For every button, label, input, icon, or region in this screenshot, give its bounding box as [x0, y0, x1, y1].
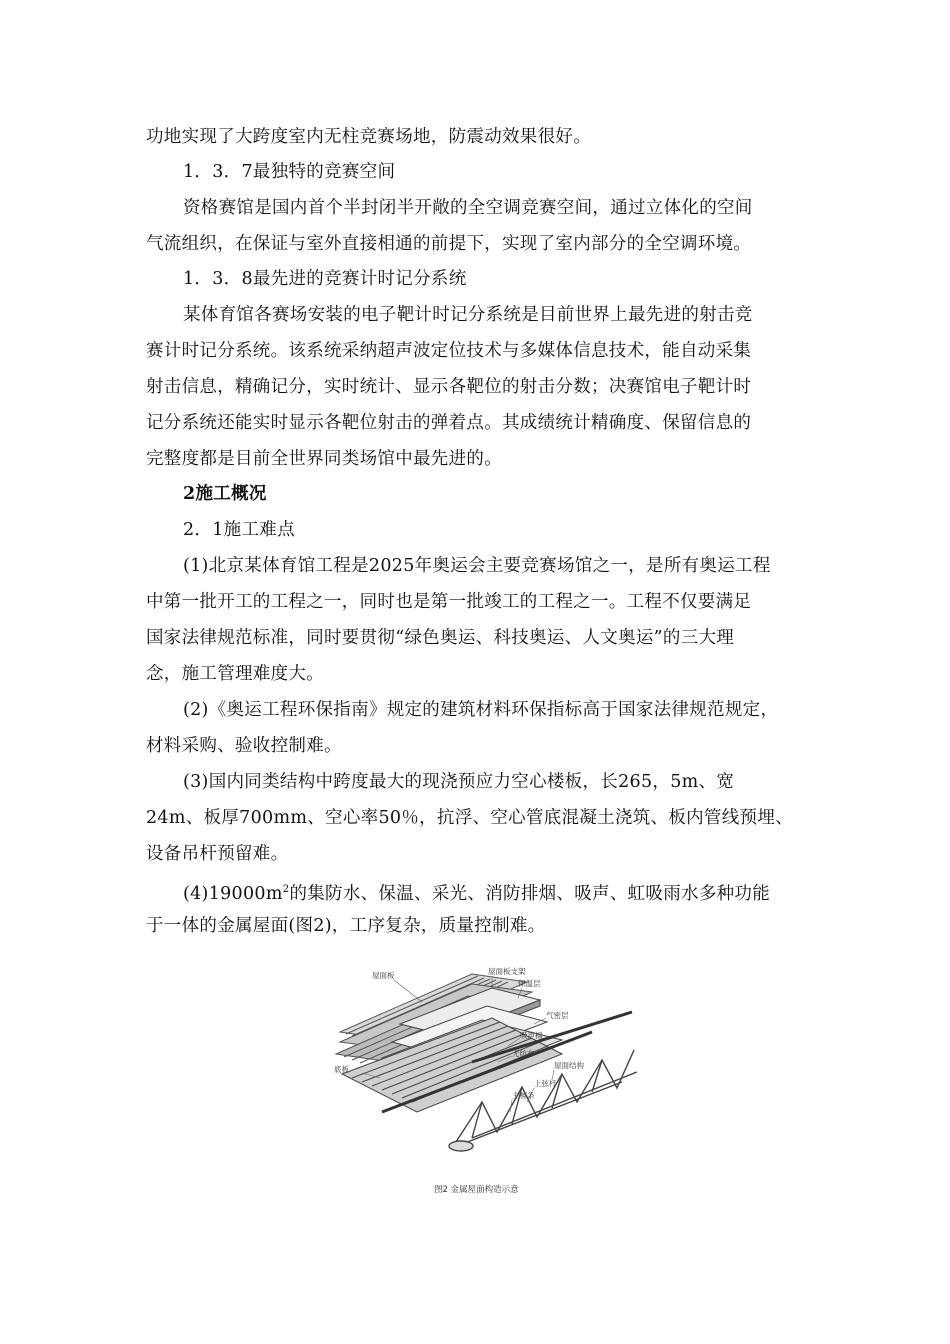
paragraph-line: 某体育馆各赛场安装的电子靶计时记分系统是目前世界上最先进的射击竞 — [183, 305, 753, 325]
paragraph-line: 功地实现了大跨度室内无柱竞赛场地，防震动效果很好。 — [146, 127, 591, 147]
section-heading-1-3-7: 1．3．7最独特的竞赛空间 — [183, 162, 396, 182]
paragraph-line: (3)国内同类结构中跨度最大的现浇预应力空心楼板，长265，5m、宽 — [183, 772, 735, 792]
paragraph-text: (4)19000m — [183, 883, 283, 904]
label-upper-chord: 上弦杆 — [534, 1079, 557, 1088]
paragraph-line: 气流组织，在保证与室外直接相通的前提下，实现了室内部分的全空调环境。 — [146, 234, 752, 254]
section-heading-1-3-8: 1．3．8最先进的竞赛计时记分系统 — [183, 269, 467, 289]
paragraph-line: 念，施工管理难度大。 — [146, 664, 324, 684]
paragraph-line: 于一体的金属屋面(图2)，工序复杂，质量控制难。 — [146, 916, 546, 936]
label-roof-support: 屋面板支架 — [488, 967, 526, 976]
paragraph-line — [183, 877, 770, 907]
paragraph-line: (1)北京某体育馆工程是2025年奥运会主要竞赛场馆之一，是所有奥运工程 — [183, 556, 771, 576]
label-insulation: 保温层 — [518, 979, 541, 988]
section-heading-2: 2施工概况 — [183, 484, 267, 504]
label-roof-panel: 屋面板 — [372, 971, 395, 980]
paragraph-line: 设备吊杆预留难。 — [146, 844, 289, 864]
paragraph-line: 完整度都是目前全世界同类场馆中最先进的。 — [146, 449, 502, 469]
paragraph-line: 射击信息，精确记分，实时统计、显示各靶位的射击分数；决赛馆电子靶计时 — [146, 377, 752, 397]
figure-caption: 图2 金属屋面构造示意 — [434, 1185, 519, 1195]
metal-roof-figure — [322, 962, 652, 1200]
superscript: 2 — [282, 884, 290, 895]
label-roof-structure: 屋面结构 — [554, 1061, 584, 1070]
label-vapor-layer: 气密层 — [546, 1011, 569, 1020]
label-bottom-panel: 底板 — [334, 1065, 349, 1074]
paragraph-line: 国家法律规范标准，同时要贯彻“绿色奥运、科技奥运、人文奥运”的三大理 — [146, 628, 735, 648]
label-main-purlin: 主檩条 — [512, 1091, 535, 1100]
roof-diagram-svg — [322, 962, 652, 1200]
paragraph-text: 的集防水、保温、采光、消防排烟、吸声、虹吸雨水多种功能 — [289, 883, 771, 904]
paragraph-line: 24m、板厚700mm、空心率50％，抗浮、空心管底混凝土浇筑、板内管线预埋、 — [146, 808, 793, 828]
paragraph-line: 记分系统还能实时显示各靶位射击的弹着点。其成绩统计精确度、保留信息的 — [146, 413, 752, 433]
paragraph-line: 资格赛馆是国内首个半封闭半开敞的全空调竞赛空间，通过立体化的空间 — [183, 198, 753, 218]
paragraph-line: 中第一批开工的工程之一，同时也是第一批竣工的工程之一。工程不仅要满足 — [146, 592, 752, 612]
section-heading-2-1: 2．1施工难点 — [183, 520, 295, 540]
paragraph-line: (2)《奥运工程环保指南》规定的建筑材料环保指标高于国家法律规范规定， — [183, 700, 779, 720]
paragraph-line: 材料采购、验收控制难。 — [146, 736, 342, 756]
paragraph-line: 赛计时记分系统。该系统采纳超声波定位技术与多媒体信息技术，能自动采集 — [146, 341, 752, 361]
label-nonwoven: 无纺布 — [512, 1049, 535, 1058]
label-sound-layer: 吸声棉 — [520, 1031, 543, 1040]
